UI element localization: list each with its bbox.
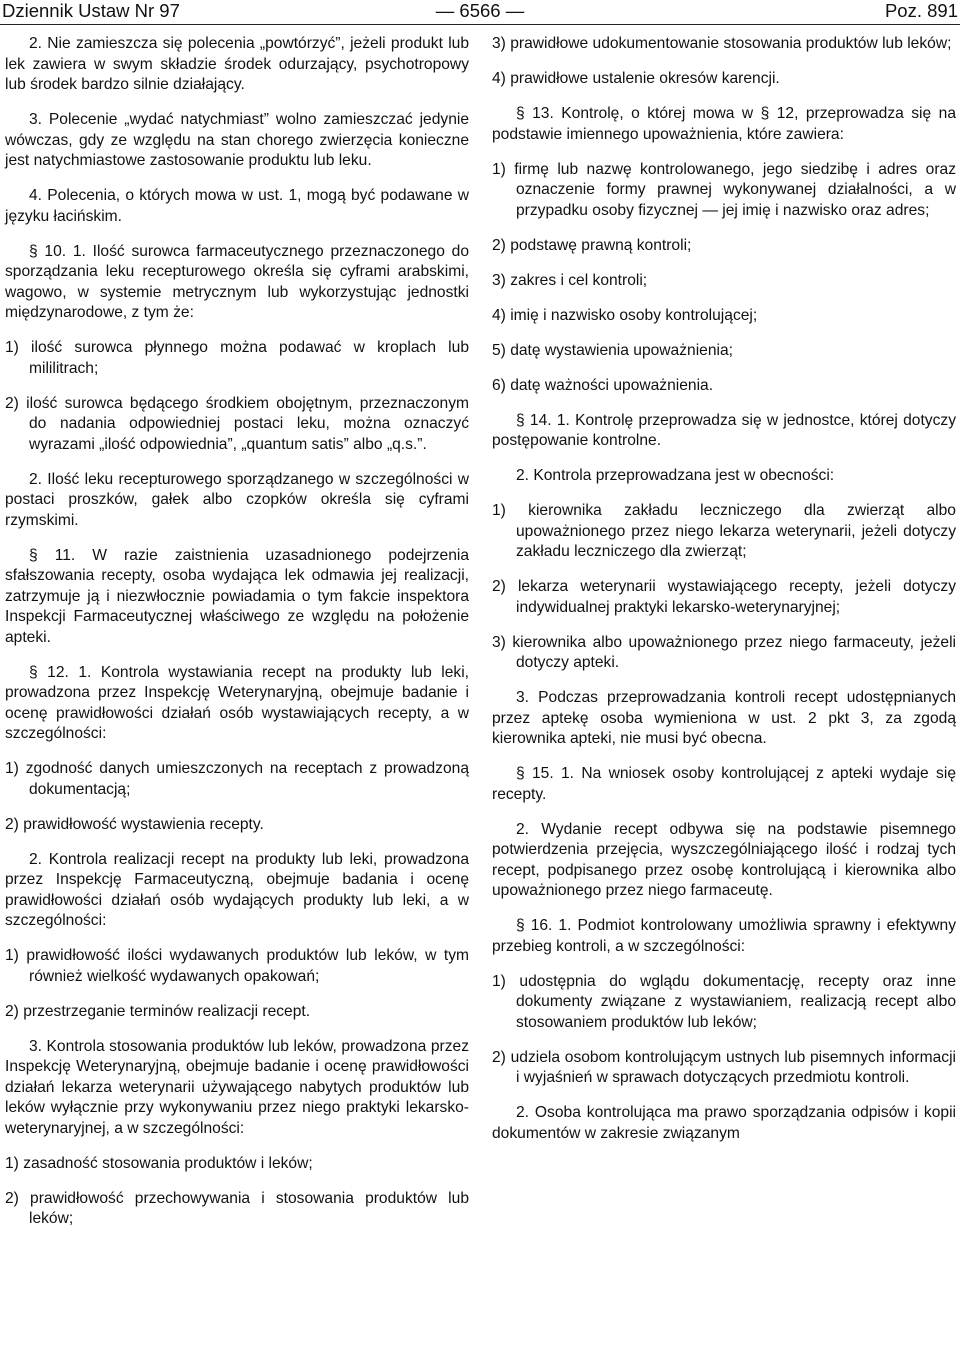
paragraph: 2. Kontrola przeprowadzana jest w obecności:	[516, 467, 835, 484]
right-column	[492, 34, 956, 1159]
paragraph: § 12. 1. Kontrola wystawiania recept na produkty lub leki, prowadzona przez Inspekcję Weterynaryjną, obejmuje badanie i ocenę prawidłowości działań osób wystawiających recepty, a w szczególności:	[5, 663, 469, 742]
list-item: 4) prawidłowe ustalenie okresów karencji.	[492, 70, 780, 87]
list-item: 3) kierownika albo upoważnionego przez niego farmaceuty, jeżeli dotyczy apteki.	[492, 633, 956, 671]
position-number: Poz. 891	[884, 0, 958, 21]
paragraph: 3. Kontrola stosowania produktów lub leków, prowadzona przez Inspekcję Weterynaryjną, obejmuje badanie i ocenę prawidłowości działań lekarza weterynarii używającego nabytych produktów lub leków wyłącznie przy wykonywaniu przez niego praktyki lekarsko-weterynaryjnej, a w szczególności:	[5, 1037, 469, 1137]
paragraph: 4. Polecenia, o których mowa w ust. 1, mogą być podawane w języku łacińskim.	[5, 187, 469, 225]
paragraph: § 15. 1. Na wniosek osoby kontrolującej z apteki wydaje się recepty.	[492, 765, 956, 803]
list-item: 2) ilość surowca będącego środkiem obojętnym, przeznaczonym do nadania odpowiedniej postaci leku, można oznaczyć wyrazami „ilość odpowiednia”, „quantum satis” albo „q.s.”.	[5, 394, 469, 453]
paragraph: § 16. 1. Podmiot kontrolowany umożliwia sprawny i efektywny przebieg kontroli, a w szczególności:	[492, 917, 956, 955]
list-item: 1) zasadność stosowania produktów i leków;	[5, 1154, 313, 1172]
paragraph: 2. Wydanie recept odbywa się na podstawie pisemnego potwierdzenia przejęcia, wyszczególniającego ilość i rodzaj tych recept, podpisanego przez osobę kontrolującą i kierownika albo upoważnionego przez niego farmaceutę.	[492, 820, 956, 899]
paragraph: 3. Polecenie „wydać natychmiast” wolno zamieszczać jedynie wówczas, gdy ze względu na stan chorego zwierzęcia konieczne jest natychmiastowe zastosowanie produktu lub leku.	[5, 111, 469, 169]
paragraph: 3. Podczas przeprowadzania kontroli recept udostępnianych przez aptekę osoba wymieniona w ust. 2 pkt 3, za zgodą kierownika apteki, nie musi być obecna.	[492, 689, 956, 747]
list-item: 3) prawidłowe udokumentowanie stosowania produktów lub leków;	[492, 35, 952, 52]
list-item: 1) udostępnia do wglądu dokumentację, recepty oraz inne dokumenty związane z wystawianiem, realizacją recept albo stosowaniem produktów lub leków;	[492, 972, 956, 1031]
paragraph: 2. Ilość leku recepturowego sporządzanego w szczególności w postaci proszków, gałek albo czopków określa się cyframi rzymskimi.	[5, 470, 469, 529]
left-column	[5, 34, 469, 1244]
list-item: 5) datę wystawienia upoważnienia;	[492, 341, 733, 359]
list-item: 1) firmę lub nazwę kontrolowanego, jego siedzibę i adres oraz oznaczenie formy prawnej wykonywanej działalności, a w przypadku osoby fizycznej — jej imię i nazwisko oraz adres;	[492, 160, 956, 219]
list-item: 2) podstawę prawną kontroli;	[492, 236, 692, 254]
paragraph: 2. Kontrola realizacji recept na produkty lub leki, prowadzona przez Inspekcję Farmaceutyczną, obejmuje badania i ocenę prawidłowości działań osób wydających produkty lub leki, a w szczególności:	[5, 850, 469, 929]
paragraph: 2. Osoba kontrolująca ma prawo sporządzania odpisów i kopii dokumentów w zakresie związanym	[492, 1104, 956, 1142]
list-item: 3) zakres i cel kontroli;	[492, 271, 648, 289]
list-item: 1) prawidłowość ilości wydawanych produktów lub leków, w tym również wielkość wydawanych opakowań;	[5, 947, 469, 985]
paragraph: § 10. 1. Ilość surowca farmaceutycznego przeznaczonego do sporządzania leku recepturowego określa się cyframi arabskimi, wagowo, w systemie metrycznym lub wykorzystując jednostki międzynarodowe, z tym że:	[5, 242, 469, 321]
paragraph: § 13. Kontrolę, o której mowa w § 12, przeprowadza się na podstawie imiennego upoważnienia, które zawiera:	[492, 105, 956, 143]
list-item: 6) datę ważności upoważnienia.	[492, 376, 714, 394]
journal-title: Dziennik Ustaw Nr 97	[2, 0, 180, 21]
page-header	[0, 0, 960, 24]
list-item: 2) lekarza weterynarii wystawiającego recepty, jeżeli dotyczy indywidualnej praktyki lekarsko-weterynaryjnej;	[492, 578, 956, 616]
list-item: 2) przestrzeganie terminów realizacji recept.	[5, 1002, 311, 1020]
paragraph: 2. Nie zamieszcza się polecenia „powtórzyć”, jeżeli produkt lub lek zawiera w swym składzie środek odurzający, psychotropowy lub środek bardzo silnie działający.	[5, 35, 469, 93]
list-item: 2) udziela osobom kontrolującym ustnych lub pisemnych informacji i wyjaśnień w sprawach dotyczących przedmiotu kontroli.	[492, 1048, 956, 1086]
paragraph: § 11. W razie zaistnienia uzasadnionego podejrzenia sfałszowania recepty, osoba wydająca lek odmawia jej realizacji, zatrzymuje ją i niezwłocznie powiadamia o tym fakcie inspektora Inspekcji Farmaceutycznej właściwego ze względu na położenie apteki.	[5, 546, 469, 646]
list-item: 4) imię i nazwisko osoby kontrolującej;	[492, 306, 758, 324]
list-item: 1) zgodność danych umieszczonych na receptach z prowadzoną dokumentacją;	[5, 760, 469, 798]
list-item: 2) prawidłowość wystawienia recepty.	[5, 815, 264, 833]
header-rule	[0, 24, 960, 25]
page-number: — 6566 —	[435, 0, 525, 21]
list-item: 1) kierownika zakładu leczniczego dla zwierząt albo upoważnionego przez niego lekarza weterynarii, jeżeli dotyczy zakładu leczniczego dla zwierząt;	[492, 502, 956, 560]
paragraph: § 14. 1. Kontrolę przeprowadza się w jednostce, której dotyczy postępowanie kontrolne.	[492, 411, 956, 449]
list-item: 1) ilość surowca płynnego można podawać w kroplach lub mililitrach;	[5, 339, 469, 377]
list-item: 2) prawidłowość przechowywania i stosowania produktów lub leków;	[5, 1189, 469, 1227]
